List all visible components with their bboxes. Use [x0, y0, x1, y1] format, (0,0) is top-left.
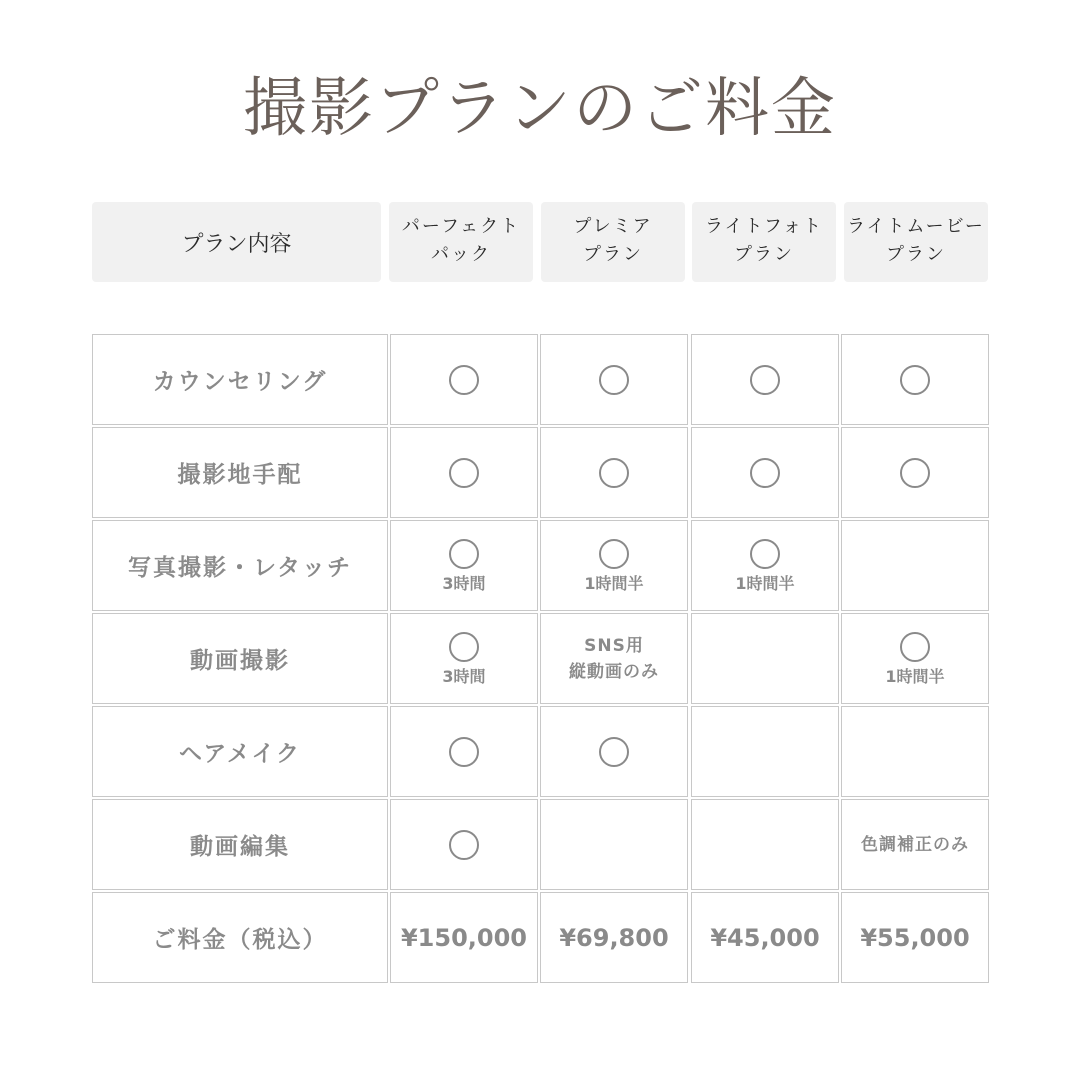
row-label: 動画編集: [190, 834, 290, 860]
plan-cell: [691, 427, 839, 518]
row-label: カウンセリング: [152, 369, 328, 395]
plan-cell: [540, 334, 688, 425]
cell-note: 1時間半: [735, 573, 795, 593]
cell-note: 1時間半: [584, 573, 644, 593]
cell-note: 1時間半: [885, 666, 945, 686]
circle-icon: [900, 365, 930, 395]
circle-icon: [750, 539, 780, 569]
plan-cell: [841, 613, 989, 704]
cell-text: 色調補正のみ: [861, 834, 969, 855]
plan-cell: [841, 520, 989, 611]
row-label-cell: [92, 799, 388, 890]
plan-cell: [691, 706, 839, 797]
circle-icon: [750, 365, 780, 395]
plan-cell: [390, 613, 538, 704]
plan-cell: [540, 520, 688, 611]
circle-icon: [449, 458, 479, 488]
plan-cell: [691, 334, 839, 425]
plan-cell: [390, 427, 538, 518]
row-label: ご料金（税込）: [152, 927, 328, 953]
plan-cell: [540, 613, 688, 704]
page-title: 撮影プランのご料金: [243, 72, 837, 146]
price-value: ¥45,000: [710, 923, 820, 952]
price-value: ¥150,000: [400, 923, 527, 952]
circle-icon: [900, 632, 930, 662]
row-label-cell: [92, 520, 388, 611]
price-value: ¥69,800: [559, 923, 669, 952]
plan-cell: [390, 520, 538, 611]
plan-cell: [841, 892, 989, 983]
plan-cell: [841, 799, 989, 890]
cell-note: 3時間: [442, 573, 486, 593]
plan-cell: [390, 892, 538, 983]
plan-cell: [841, 706, 989, 797]
circle-icon: [750, 458, 780, 488]
circle-icon: [599, 539, 629, 569]
plan-cell: [540, 799, 688, 890]
row-label: 写真撮影・レタッチ: [127, 555, 353, 581]
circle-icon: [599, 458, 629, 488]
circle-icon: [449, 830, 479, 860]
circle-icon: [449, 632, 479, 662]
row-label: ヘアメイク: [178, 741, 301, 767]
plan-cell: [691, 892, 839, 983]
cell-note: 3時間: [442, 666, 486, 686]
plan-header-2: プレミア プラン: [541, 202, 685, 282]
row-label-cell: [92, 706, 388, 797]
plan-cell: [390, 706, 538, 797]
price-value: ¥55,000: [860, 923, 970, 952]
plan-cell: [390, 799, 538, 890]
plan-cell: [691, 799, 839, 890]
header-row-label: プラン内容: [92, 202, 381, 282]
circle-icon: [449, 539, 479, 569]
plan-cell: [540, 427, 688, 518]
plan-cell: [841, 334, 989, 425]
plan-cell: [841, 427, 989, 518]
row-label-cell: [92, 892, 388, 983]
plan-header-3: ライトフォト プラン: [692, 202, 836, 282]
row-label-cell: [92, 613, 388, 704]
plan-header-1: パーフェクト パック: [389, 202, 533, 282]
circle-icon: [449, 737, 479, 767]
plan-header-4: ライトムービー プラン: [844, 202, 988, 282]
plan-cell: [540, 706, 688, 797]
plan-cell: [540, 892, 688, 983]
circle-icon: [449, 365, 479, 395]
circle-icon: [900, 458, 930, 488]
row-label: 動画撮影: [190, 648, 290, 674]
cell-text: SNS用 縦動画のみ: [569, 635, 659, 682]
row-label-cell: [92, 334, 388, 425]
circle-icon: [599, 737, 629, 767]
plan-cell: [691, 613, 839, 704]
row-label-cell: [92, 427, 388, 518]
circle-icon: [599, 365, 629, 395]
row-label: 撮影地手配: [177, 462, 303, 488]
plan-cell: [691, 520, 839, 611]
plan-cell: [390, 334, 538, 425]
